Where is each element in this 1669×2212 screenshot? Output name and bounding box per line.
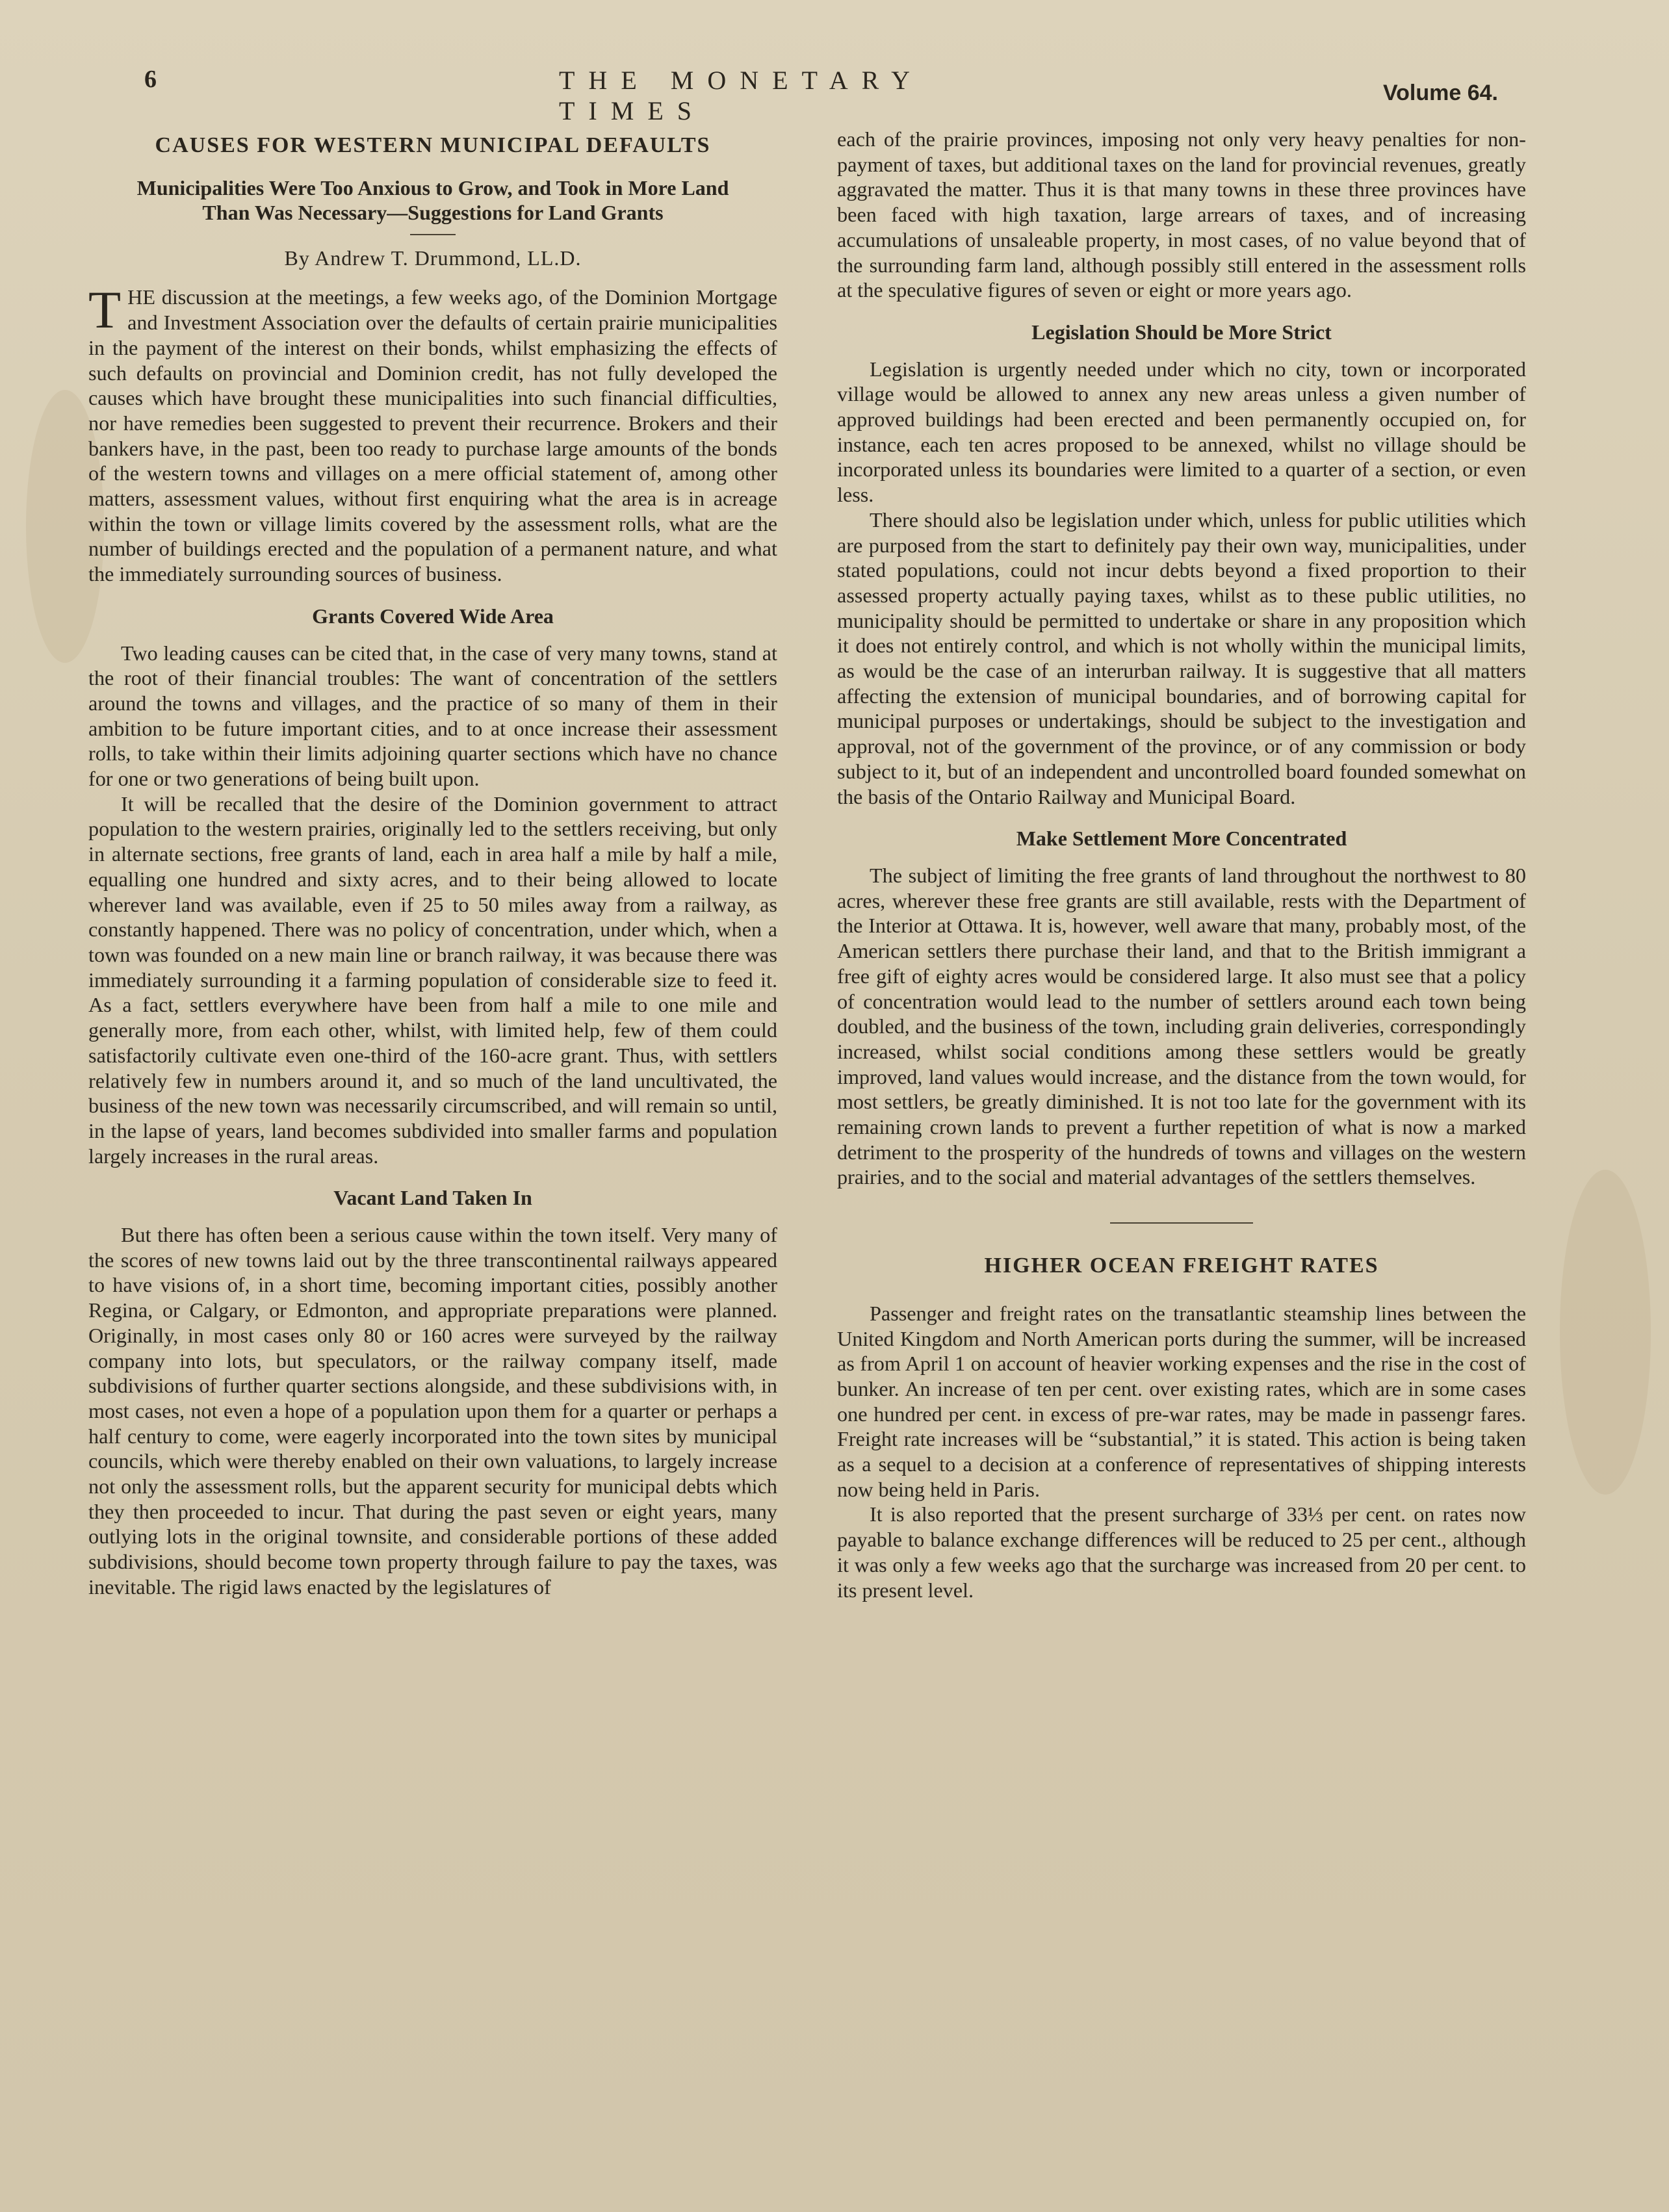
continued-paragraph: each of the prairie provinces, imposing not only very heavy penalties for non-payment of taxes, but additional taxes on the land for provincial revenues, greatly aggravated the matter. Thus it is that many towns in these three provinces have been faced with high taxation, large arrears of taxes, and of increasing accumulations of unsaleable property, in most cases, of no value beyond that of the surrounding farm land, although possibly still entered in the assessment rolls at the speculative figures of seven or eight or more years ago. <box>837 127 1526 302</box>
paper-stain <box>1560 1170 1651 1495</box>
paragraph: It is also reported that the present surcharge of 33⅓ per cent. on rates now payable to balance exchange differences will be reduced to 25 per cent., although it was only a few weeks ago that the surcharge was increased from 20 per cent. to its present level. <box>837 1502 1526 1602</box>
paragraph: But there has often been a serious cause within the town itself. Very many of the scores of new towns laid out by the three transcontinental railways appeared to have visions of, in a short time, becoming important cities, possibly another Regina, or Calgary, or Edmonton, and appropriate preparations were planned. Originally, in most cases only 80 or 160 acres were surveyed by the railway company into lots, but speculators, or the railway company itself, made subdivisions of further quarter sections alongside, and these subdivisions with, in most cases, not even a hope of a population upon them for a quarter or perhaps a half century to come, were eagerly incorporated into the town sites by municipal councils, which were thereby enabled on their own valuations, to largely increase not only the assessment rolls, but the apparent security for municipal debts which they then proceeded to incur. That during the past seven or eight years, many outlying lots in the original townsite, and considerable portions of these added subdivisions, should become town property through failure to pay the taxes, was inevitable. The rigid laws enacted by the legislatures of <box>88 1223 777 1599</box>
section-heading: Make Settlement More Concentrated <box>1016 827 1347 851</box>
paragraph: It will be recalled that the desire of the Dominion government to attract population to the western prairies, originally led to the settlers receiving, but only in alternate sections, free grants of land, each in area half a mile by half a mile, equalling one hundred and sixty acres, and to their being allowed to locate wherever land was available, even if 25 to 50 miles away from a railway, as constantly happened. There was no policy of concentration, under which, when a town was founded on a new main line or branch railway, it was because there was immediately surrounding it a farming population of considerable size to feed it. As a fact, settlers everywhere have been from half a mile to one mile and generally more, from each other, whilst, with limited help, few of them could satisfactorily cultivate even one-third of the 160-acre grant. Thus, with settlers relatively few in numbers around it, and so much of the land uncultivated, the business of the new town was necessarily circumscribed, and will remain so until, in the lapse of years, land becomes subdivided into smaller farms and population largely increases in the rural areas. <box>88 791 777 1168</box>
masthead: THE MONETARY TIMES <box>559 66 923 125</box>
page-number: 6 <box>144 66 157 93</box>
paragraph: Two leading causes can be cited that, in the case of very many towns, stand at the root of their financial troubles: The want of concentration of the settlers around the towns and villages, and the practice of so many of them in their ambition to be future important cities, and to at once increase their assessment rolls, to take within their limits adjoining quarter sections which have no chance for one or two generations of being built upon. <box>88 641 777 791</box>
article-divider <box>1110 1222 1253 1224</box>
section-heading: Legislation Should be More Strict <box>1031 320 1332 344</box>
intro-paragraph <box>88 280 777 586</box>
paragraph: Passenger and freight rates on the transatlantic steamship lines between the United Kingdom and North American ports during the summer, will be increased as from April 1 on account of heavier working expenses and the rise in the cost of bunker. An increase of ten per cent. over existing rates, which are in some cases one hundred per cent. in excess of pre-war rates, may be made in passengr fares. Freight rate increases will be “substantial,” it is stated. This action is being taken as a sequel to a decision at a conference of representatives of shipping interests now being held in Paris. <box>837 1301 1526 1501</box>
volume-label: Volume 64. <box>1383 81 1498 105</box>
page-header <box>0 65 1669 125</box>
section-heading: Grants Covered Wide Area <box>312 604 554 628</box>
left-column <box>88 127 777 1600</box>
drop-cap: T <box>88 280 122 340</box>
byline: By Andrew T. Drummond, LL.D. <box>284 246 582 270</box>
article-title: HIGHER OCEAN FREIGHT RATES <box>984 1254 1379 1278</box>
paragraph: There should also be legislation under which, unless for public utilities which are purposed from the start to definitely pay their own way, municipalities, under stated populations, could not incur debts beyond a fixed proportion to their assessed property actually paying taxes, whilst as to these public utilities, no municipality should be permitted to undertake or share in any proposition which it does not entirely control, and which is not wholly within the municipal limits, as would be the case of an interurban railway. It is suggestive that all matters affecting the extension of municipal boundaries, and of borrowing capital for municipal purposes or undertakings, should be subject to the investigation and approval, not of the government of the province, or of any commission or body subject to it, but of an independent and uncontrolled board founded somewhat on the basis of the Ontario Railway and Municipal Board. <box>837 508 1526 808</box>
article-deck: Municipalities Were Too Anxious to Grow, and Took in More Land Than Was Necessary—Suggestions for Land Grants <box>136 175 729 224</box>
right-column <box>837 127 1526 1602</box>
intro-text: HE discussion at the meetings, a few weeks ago, of the Dominion Mortgage and Investment Association over the defaults of certain prairie municipalities in the payment of the interest on their bonds, whilst emphasizing the effects of such defaults on provincial and Dominion credit, has not fully developed the causes which have brought these municipalities into such financial difficulties, nor have remedies been suggested to prevent their recurrence. Brokers and their bankers have, in the past, been too ready to purchase large amounts of the bonds of the western towns and villages on a mere official statement of, among other matters, assessment values, without first enquiring what the area is in acreage within the town or village limits covered by the assessment rolls, what are the number of buildings erected and the population of a permanent nature, and what the immediately surrounding sources of business. <box>88 285 777 586</box>
paragraph: Legislation is urgently needed under which no city, town or incorporated village would be allowed to annex any new areas unless a given number of approved buildings had been erected and been permanently occupied on, for instance, each ten acres proposed to be annexed, whilst no village should be incorporated unless its boundaries were limited to a quarter of a section, or even less. <box>837 357 1526 507</box>
title-rule <box>410 234 456 235</box>
paragraph: The subject of limiting the free grants of land throughout the northwest to 80 acres, wherever these free grants are still available, rests with the Department of the Interior at Ottawa. It is, however, well aware that many, probably most, of the American settlers there purchase their land, and that to the British immigrant a free gift of eighty acres would be considered large. It also must see that a policy of concentration would lead to the number of settlers around each town being doubled, and the business of the town, including grain deliveries, correspondingly increased, whilst social conditions among these settlers would be greatly improved, land values would increase, and the distance from the town would, for most settlers, be greatly diminished. It is not too late for the government with its remaining crown lands to prevent a further repetition of what is now a marked detriment to the prosperity of the hundreds of towns and villages on the western prairies, and to the social and material advantages of the settlers themselves. <box>837 863 1526 1189</box>
article-title: CAUSES FOR WESTERN MUNICIPAL DEFAULTS <box>155 133 711 157</box>
section-heading: Vacant Land Taken In <box>333 1186 532 1210</box>
